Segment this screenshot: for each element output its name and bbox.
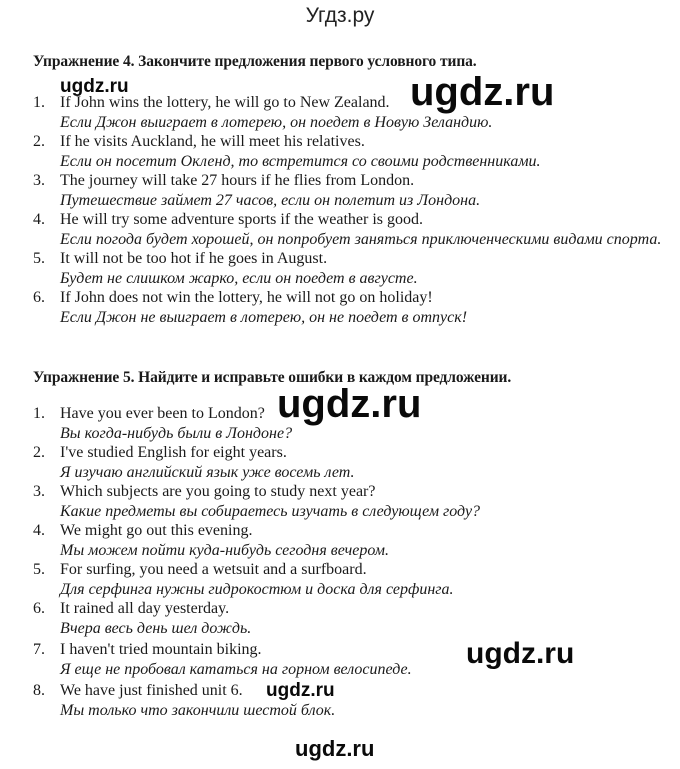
english-sentence [33,599,480,619]
watermark: ugdz.ru [277,382,422,426]
watermark: ugdz.ru [295,736,375,761]
english-text: It rained all day yesterday. [60,600,230,617]
list-item [33,681,480,720]
list-item [33,210,661,249]
item-number: 1. [33,405,45,422]
english-sentence [33,288,661,308]
item-number: 3. [33,483,45,500]
watermark: ugdz.ru [266,680,335,701]
english-sentence [33,249,661,269]
russian-translation: Вчера весь день шел дождь. [60,619,252,637]
watermark: ugdz.ru [466,637,575,670]
english-text: If he visits Auckland, he will meet his relatives. [60,133,365,150]
exercise-4-list [33,93,661,327]
english-text: If John wins the lottery, he will go to New Zealand. [60,94,390,111]
russian-translation: Путешествие займет 27 часов, если он полетит из Лондона. [60,191,481,209]
item-number: 1. [33,94,45,111]
list-item [33,171,661,210]
list-item [33,560,480,599]
english-sentence [33,640,480,660]
item-number: 4. [33,522,45,539]
english-sentence [33,210,661,230]
exercise-5-list [33,404,480,720]
list-item [33,640,480,679]
list-item [33,249,661,288]
russian-translation: Я еще не пробовал кататься на горном велосипеде. [60,660,412,678]
item-number: 6. [33,600,45,617]
item-number: 2. [33,444,45,461]
exercise-5-heading: Упражнение 5. Найдите и исправьте ошибки в каждом предложении. [33,369,512,386]
list-item [33,443,480,482]
item-number: 4. [33,211,45,228]
english-text: We have just finished unit 6. [60,682,243,699]
russian-translation: Если Джон выиграет в лотерею, он поедет в Новую Зеландию. [60,113,493,131]
english-sentence [33,560,480,580]
list-item [33,482,480,521]
english-text: I haven't tried mountain biking. [60,641,262,658]
list-item [33,521,480,560]
russian-translation: Если Джон не выиграет в лотерею, он не поедет в отпуск! [60,308,468,326]
item-number: 8. [33,682,45,699]
site-title: Угдз.ру [305,4,375,27]
english-text: For surfing, you need a wetsuit and a surfboard. [60,561,367,578]
russian-translation: Мы можем пойти куда-нибудь сегодня вечером. [60,541,389,559]
item-number: 3. [33,172,45,189]
english-sentence [33,521,480,541]
russian-translation: Если он посетит Окленд, то встретится со своими родственниками. [60,152,541,170]
english-text: Which subjects are you going to study next year? [60,483,376,500]
russian-translation: Для серфинга нужны гидрокостюм и доска для серфинга. [60,580,454,598]
english-text: Have you ever been to London? [60,405,265,422]
russian-translation: Вы когда-нибудь были в Лондоне? [60,424,293,442]
english-sentence [33,681,480,701]
list-item [33,132,661,171]
russian-translation: Если погода будет хорошей, он попробует заняться приключенческими видами спорта. [60,230,662,248]
english-text: The journey will take 27 hours if he flies from London. [60,172,415,189]
english-text: We might go out this evening. [60,522,253,539]
item-number: 7. [33,641,45,658]
english-text: I've studied English for eight years. [60,444,287,461]
english-sentence [33,132,661,152]
watermark: ugdz.ru [60,76,129,97]
english-sentence [33,171,661,191]
english-sentence [33,443,480,463]
item-number: 5. [33,250,45,267]
list-item [33,599,480,638]
russian-translation: Какие предметы вы собираетесь изучать в следующем году? [60,502,481,520]
english-sentence [33,482,480,502]
russian-translation: Мы только что закончили шестой блок. [60,701,336,719]
item-number: 2. [33,133,45,150]
watermark: ugdz.ru [410,70,555,114]
english-text: He will try some adventure sports if the weather is good. [60,211,424,228]
list-item [33,93,661,132]
item-number: 6. [33,289,45,306]
english-text: If John does not win the lottery, he will not go on holiday! [60,289,433,306]
russian-translation: Будет не слишком жарко, если он поедет в августе. [60,269,418,287]
exercise-4-heading: Упражнение 4. Закончите предложения первого условного типа. [33,53,477,70]
list-item [33,288,661,327]
item-number: 5. [33,561,45,578]
russian-translation: Я изучаю английский язык уже восемь лет. [60,463,355,481]
english-text: It will not be too hot if he goes in August. [60,250,328,267]
